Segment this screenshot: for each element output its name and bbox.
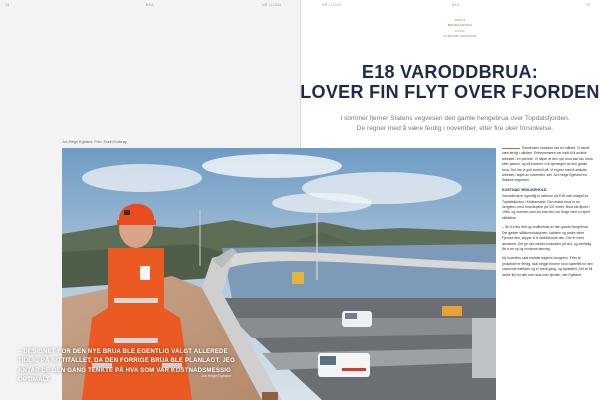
body-paragraph: – Se ti-ti års drift og vedlikehold av den gamle hengebrua. Det gjelder stålkonstruksjonen, kablene og andre deler. Fjernes den, slipper vi å vedlikeholde den. Det er mest lønnsomt. Det gir oss mindre kostnader på sikt, og samtidig får vi en ny og moderne løsning. [502, 225, 592, 251]
text-credit-label: TEKST [454, 18, 466, 22]
article-credits [400, 18, 520, 38]
photo-credit-label: FOTO [455, 29, 465, 33]
section-label-left: BKA [146, 3, 154, 7]
page-number-left: 28 [5, 3, 10, 7]
section-label-right: BKA [452, 3, 460, 7]
text-credit-name: BEDRAGERMA [447, 22, 473, 27]
headline-line-1: E18 VARODDBRUA: [361, 62, 539, 82]
body-column [502, 146, 594, 282]
headline-line-2: LOVER FIN FLYT OVER FJORDEN [300, 82, 600, 102]
body-paragraph: Ny hovedbru skal erstatte dagens hengebru. Etter at prosjektet er ferdig, skal begge bruene ha to kjørefelt for den voksende trafikken og et bredt gang- og sykkelfelt. Det vil bli bedre flyt for alle som skal over fjorden, sier Egeland. [502, 256, 593, 277]
body-paragraph: Varoddbrua er egentlig to veibruer på E18 over utløpet av Topdalsfjorden i Kristiansand. Den eldste brua er en hengebru med hovedspenn på 337 meter. Brua ble åpnet i 1956, og mannen som sto bak den har lenge vært en kjent skikkelse. [502, 194, 590, 220]
photo-credit-name: STEINAR HANSSON [443, 33, 477, 38]
pull-quote: – DESIGNET FOR DEN NYE BRUA BLE EGENTLIG VALGT ALLEREDE TIDLIG PÅ NITTITALLET, DA DEN FORRIGE BRUA BLE PLANLAGT. JEG ANTAR DE DEN GANG TENKTE PÅ HVA SOM VAR KOSTNADSMESSIG OPTIMALT. [18, 348, 235, 383]
body-subheading: KOSTNAD VEDLIKEHOLD [502, 187, 547, 192]
issue-label-right: NR 1/2024 [322, 3, 342, 7]
page-number-right: 29 [586, 3, 591, 7]
photo-caption: Jon Helge Egeland. Foto: Svein Kolstrøp [62, 140, 127, 144]
article-lede: I sommer fjerner Statens vegvesen den gamle hengebrua over Topdalsfjorden. De regner med å være ferdig i november, etter fire uker forsinkelse. [340, 115, 570, 132]
pull-quote-caption: Jon Helge Egeland [201, 374, 232, 378]
body-paragraph: Pandemien forsinket oss én måned. Vi skulle vært ferdig i oktober. Entreprenøren var nødt til å avvikle arbeidet i en periode. Vi håper at den nye brua kan tas i bruk etter planen, og så kommer vi til fjerningen av den gamle brua. Det har vi god kontroll på. Vi regner med å avslutte arbeidet i løpet av november, sier Jon Helge Egeland fra Statens vegvesen. [502, 146, 593, 183]
issue-label-left: NR 1/2024 [262, 3, 282, 7]
